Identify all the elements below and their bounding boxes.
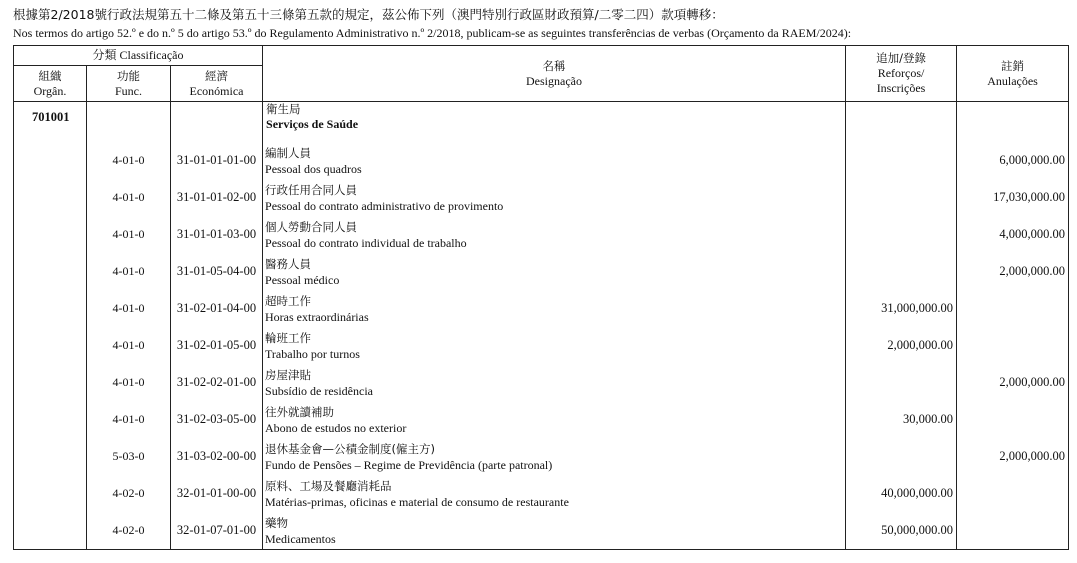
function-code: 4-01-0 — [87, 179, 171, 216]
economic-code: 31-01-01-02-00 — [171, 179, 263, 216]
reinforcement-amount: 2,000,000.00 — [846, 327, 957, 364]
designation-header — [263, 46, 846, 102]
designation — [263, 253, 846, 290]
reinforcement-amount: 30,000.00 — [846, 401, 957, 438]
function-code: 4-02-0 — [87, 512, 171, 550]
table-body — [14, 102, 1069, 550]
designation-pt: Pessoal médico — [265, 272, 340, 287]
economic-code: 31-02-03-05-00 — [171, 401, 263, 438]
designation-zh: 藥物 — [265, 515, 289, 530]
table-row — [14, 142, 1069, 179]
function-header: 功能 Func. — [87, 66, 171, 102]
reinforcement-amount — [846, 438, 957, 475]
designation-zh: 超時工作 — [265, 293, 312, 308]
table-row — [14, 216, 1069, 253]
cancellation-amount: 2,000,000.00 — [957, 364, 1069, 401]
cancellation-amount: 2,000,000.00 — [957, 438, 1069, 475]
designation-pt: Trabalho por turnos — [265, 346, 360, 361]
cancellation-amount: 4,000,000.00 — [957, 216, 1069, 253]
function-code: 4-01-0 — [87, 216, 171, 253]
function-code: 4-01-0 — [87, 142, 171, 179]
designation-pt: Abono de estudos no exterior — [265, 420, 407, 435]
designation-zh: 往外就讀補助 — [265, 404, 335, 419]
cancellation-amount: 6,000,000.00 — [957, 142, 1069, 179]
reinforcements-header-pt2: Inscrições — [876, 81, 926, 95]
designation — [263, 401, 846, 438]
table-row — [14, 364, 1069, 401]
designation-pt: Medicamentos — [265, 531, 336, 546]
cancellation-amount — [957, 327, 1069, 364]
designation — [263, 327, 846, 364]
designation-pt: Pessoal do contrato individual de trabalho — [265, 235, 467, 250]
reinforcement-amount — [846, 364, 957, 401]
designation-header-zh: 名稱 — [542, 58, 566, 73]
intro-text-chinese: 根據第2/2018號行政法規第五十二條及第五十三條第五款的規定，茲公佈下列（澳門特別行政區財政預算/二零二四）款項轉移： — [13, 7, 724, 22]
designation-zh: 編制人員 — [265, 145, 312, 160]
designation — [263, 512, 846, 550]
reinforcement-amount — [846, 142, 957, 179]
organ-name-pt: Serviços de Saúde — [266, 117, 359, 131]
reinforcement-amount: 40,000,000.00 — [846, 475, 957, 512]
designation — [263, 475, 846, 512]
designation-zh: 原料、工場及餐廳消耗品 — [265, 478, 392, 493]
budget-transfer-table — [13, 45, 1069, 550]
economic-code: 31-01-01-01-00 — [171, 142, 263, 179]
function-code: 4-02-0 — [87, 475, 171, 512]
economic-code: 31-02-01-04-00 — [171, 290, 263, 327]
economic-code: 32-01-01-00-00 — [171, 475, 263, 512]
cancellations-header-pt: Anulações — [987, 73, 1038, 88]
cancellation-amount: 2,000,000.00 — [957, 253, 1069, 290]
reinforcement-amount — [846, 179, 957, 216]
designation-pt: Matérias-primas, oficinas e material de consumo de restaurante — [265, 494, 569, 509]
designation — [263, 142, 846, 179]
designation — [263, 364, 846, 401]
designation-pt: Pessoal do contrato administrativo de provimento — [265, 198, 504, 213]
economic-code: 31-01-01-03-00 — [171, 216, 263, 253]
table-row — [14, 475, 1069, 512]
function-code: 4-01-0 — [87, 327, 171, 364]
cancellation-amount — [957, 401, 1069, 438]
economic-code: 31-02-01-05-00 — [171, 327, 263, 364]
reinforcement-amount — [846, 253, 957, 290]
function-code: 4-01-0 — [87, 290, 171, 327]
function-code: 5-03-0 — [87, 438, 171, 475]
cancellation-amount — [957, 290, 1069, 327]
table-row — [14, 327, 1069, 364]
economic-code: 31-02-02-01-00 — [171, 364, 263, 401]
economic-code: 31-01-05-04-00 — [171, 253, 263, 290]
designation-pt: Fundo de Pensões – Regime de Previdência (parte patronal) — [265, 457, 553, 472]
designation-header-pt: Designação — [526, 73, 582, 88]
cancellation-amount: 17,030,000.00 — [957, 179, 1069, 216]
reinforcements-header-zh: 追加/登錄 — [876, 51, 926, 65]
cancellations-header-zh: 註銷 — [1001, 58, 1025, 73]
economic-code: 31-03-02-00-00 — [171, 438, 263, 475]
classification-header: 分類 Classificação — [14, 46, 263, 66]
organ-name-zh: 衛生局 — [266, 102, 301, 116]
designation-zh: 醫務人員 — [265, 256, 312, 271]
function-code: 4-01-0 — [87, 253, 171, 290]
designation — [263, 216, 846, 253]
reinforcements-header-pt1: Reforços/ — [877, 66, 925, 80]
function-code: 4-01-0 — [87, 401, 171, 438]
economic-code: 32-01-07-01-00 — [171, 512, 263, 550]
designation-zh: 輪班工作 — [265, 330, 312, 345]
reinforcement-amount — [846, 216, 957, 253]
designation-zh: 房屋津貼 — [265, 367, 312, 382]
designation — [263, 438, 846, 475]
designation-pt: Pessoal dos quadros — [265, 161, 362, 176]
designation-pt: Subsídio de residência — [265, 383, 373, 398]
organ-code: 701001 — [14, 102, 87, 143]
designation — [263, 290, 846, 327]
designation-zh: 退休基金會—公積金制度(僱主方) — [265, 441, 435, 456]
table-row — [14, 290, 1069, 327]
designation — [263, 179, 846, 216]
cancellation-amount — [957, 475, 1069, 512]
economic-header: 經濟 Económica — [171, 66, 263, 102]
intro-text-portuguese: Nos termos do artigo 52.º e do n.º 5 do artigo 53.º do Regulamento Administrativo n.º 2/2018, publicam-se as seguintes transferências de verbas (Orçamento da RAEM/2024): — [13, 26, 852, 40]
cancellations-header — [957, 46, 1069, 102]
table-header — [14, 46, 1069, 102]
designation-zh: 個人勞動合同人員 — [265, 219, 358, 234]
function-code: 4-01-0 — [87, 364, 171, 401]
table-row — [14, 438, 1069, 475]
reinforcement-amount: 50,000,000.00 — [846, 512, 957, 550]
table-row — [14, 179, 1069, 216]
organ-designation — [263, 102, 846, 143]
organ-header: 組織 Orgân. — [14, 66, 87, 102]
designation-pt: Horas extraordinárias — [265, 309, 369, 324]
reinforcement-amount: 31,000,000.00 — [846, 290, 957, 327]
table-row — [14, 401, 1069, 438]
cancellation-amount — [957, 512, 1069, 550]
organ-row — [14, 102, 1069, 143]
table-row — [14, 512, 1069, 550]
reinforcements-header — [846, 46, 957, 102]
designation-zh: 行政任用合同人員 — [265, 182, 358, 197]
table-row — [14, 253, 1069, 290]
